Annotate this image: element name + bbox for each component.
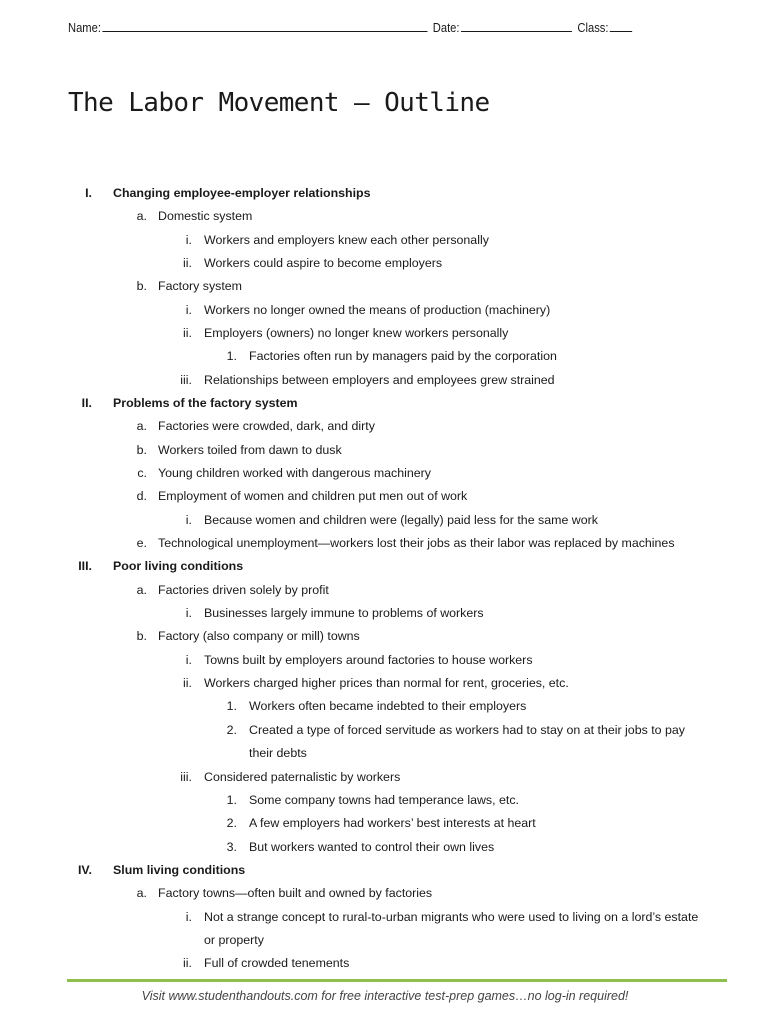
outline-marker: i. [185, 606, 192, 621]
outline-item [0, 532, 770, 554]
outline-text: or property [204, 932, 264, 947]
outline-text: Workers often became indebted to their employers [249, 699, 527, 714]
footer-rule [67, 979, 727, 982]
outline-item [0, 882, 770, 904]
outline-marker: e. [136, 536, 147, 551]
outline-text: their debts [249, 746, 307, 761]
outline-item [0, 345, 770, 367]
outline-item [0, 812, 770, 834]
outline-marker: IV. [77, 862, 92, 877]
outline-text: Workers could aspire to become employers [204, 256, 443, 271]
outline-marker: II. [81, 396, 92, 411]
outline-item [0, 205, 770, 227]
outline-marker: i. [185, 652, 192, 667]
outline-text: Technological unemployment—workers lost their jobs as their labor was replaced by machines [158, 536, 675, 551]
outline-marker: ii. [183, 326, 192, 341]
outline-text: Considered paternalistic by workers [204, 769, 401, 784]
outline-text: Factory (also company or mill) towns [158, 629, 360, 644]
outline-item [0, 906, 770, 928]
outline-marker: 1. [226, 792, 237, 807]
outline-marker: 2. [226, 722, 237, 737]
outline-marker: iii. [180, 372, 192, 387]
outline-marker: 1. [226, 349, 237, 364]
outline-text: Workers charged higher prices than normal for rent, groceries, etc. [204, 676, 569, 691]
outline-marker: i. [185, 232, 192, 247]
outline-item [0, 625, 770, 647]
outline-text: Because women and children were (legally) paid less for the same work [204, 512, 598, 527]
outline-item [0, 485, 770, 507]
outline-text: Employers (owners) no longer knew workers personally [204, 326, 509, 341]
outline-marker: a. [136, 209, 147, 224]
outline-text: A few employers had workers’ best interests at heart [249, 816, 536, 831]
name-label: Name: [68, 20, 101, 35]
outline-item [0, 439, 770, 461]
footer-note: Visit www.studenthandouts.com for free interactive test-prep games…no log-in required! [141, 989, 629, 1003]
outline-marker: i. [185, 909, 192, 924]
outline-marker: I. [85, 186, 92, 200]
outline-marker: ii. [183, 676, 192, 691]
outline-item [0, 462, 770, 484]
outline-marker: 2. [226, 816, 237, 831]
outline-marker: b. [136, 629, 147, 644]
outline-item [0, 836, 770, 858]
outline-item [0, 859, 770, 881]
outline-marker: b. [136, 442, 147, 457]
outline-text: Created a type of forced servitude as workers had to stay on at their jobs to pay [249, 722, 685, 737]
outline-text: Factory towns—often built and owned by factories [158, 886, 433, 901]
outline-text: Changing employee-employer relationships [113, 186, 371, 200]
outline-item [0, 275, 770, 297]
outline-marker: 1. [226, 699, 237, 714]
outline-item [0, 229, 770, 251]
outline-text: Full of crowded tenements [204, 956, 350, 971]
outline-item [0, 695, 770, 717]
date-label: Date: [432, 20, 460, 35]
outline-marker: d. [136, 489, 147, 504]
outline-marker: b. [136, 279, 147, 294]
outline-text: Young children worked with dangerous machinery [158, 466, 431, 481]
outline-marker: a. [136, 419, 147, 434]
outline-item [0, 415, 770, 437]
outline-marker: ii. [183, 256, 192, 271]
outline-text: Not a strange concept to rural-to-urban migrants who were used to living on a lord’s estate [204, 909, 699, 924]
outline-marker: iii. [180, 769, 192, 784]
outline-item [0, 579, 770, 601]
outline-text: Workers and employers knew each other personally [204, 232, 489, 247]
outline-item [0, 602, 770, 624]
outline-text: But workers wanted to control their own lives [249, 839, 495, 854]
page-title: The Labor Movement – Outline [68, 88, 490, 118]
outline-marker: i. [185, 302, 192, 317]
outline-item [0, 555, 770, 577]
outline-text: Businesses largely immune to problems of workers [204, 606, 484, 621]
outline-text: Problems of the factory system [113, 396, 298, 411]
outline-marker: 3. [226, 839, 237, 854]
outline-item [0, 719, 770, 741]
outline-item [0, 952, 770, 974]
outline-item [0, 742, 770, 764]
outline-text: Workers no longer owned the means of production (machinery) [204, 302, 551, 317]
outline-marker: ii. [183, 956, 192, 971]
outline-item [0, 672, 770, 694]
outline-text: Poor living conditions [113, 559, 244, 574]
outline-text: Towns built by employers around factories to house workers [204, 652, 533, 667]
outline-item [0, 369, 770, 391]
outline-text: Factories often run by managers paid by the corporation [249, 349, 557, 364]
outline-text: Factory system [158, 279, 242, 294]
outline-marker: a. [136, 886, 147, 901]
outline-text: Domestic system [158, 209, 253, 224]
outline-text: Workers toiled from dawn to dusk [158, 442, 342, 457]
outline-item [0, 299, 770, 321]
outline-text: Some company towns had temperance laws, etc. [249, 792, 519, 807]
class-label: Class: [577, 20, 609, 35]
outline-item [0, 392, 770, 414]
outline-marker: III. [78, 559, 92, 574]
outline-marker: i. [185, 512, 192, 527]
outline-text: Employment of women and children put men out of work [158, 489, 468, 504]
outline-item [0, 509, 770, 531]
outline-item [0, 766, 770, 788]
outline-text: Factories driven solely by profit [158, 582, 329, 597]
outline-marker: a. [136, 582, 147, 597]
outline-marker: c. [137, 466, 147, 481]
outline-text: Slum living conditions [113, 862, 246, 877]
outline-text: Relationships between employers and employees grew strained [204, 372, 555, 387]
outline-text: Factories were crowded, dark, and dirty [158, 419, 375, 434]
outline-item [0, 649, 770, 671]
outline-item [0, 322, 770, 344]
outline-item [0, 252, 770, 274]
outline-item [0, 182, 770, 204]
outline-item [0, 929, 770, 951]
outline-item [0, 789, 770, 811]
